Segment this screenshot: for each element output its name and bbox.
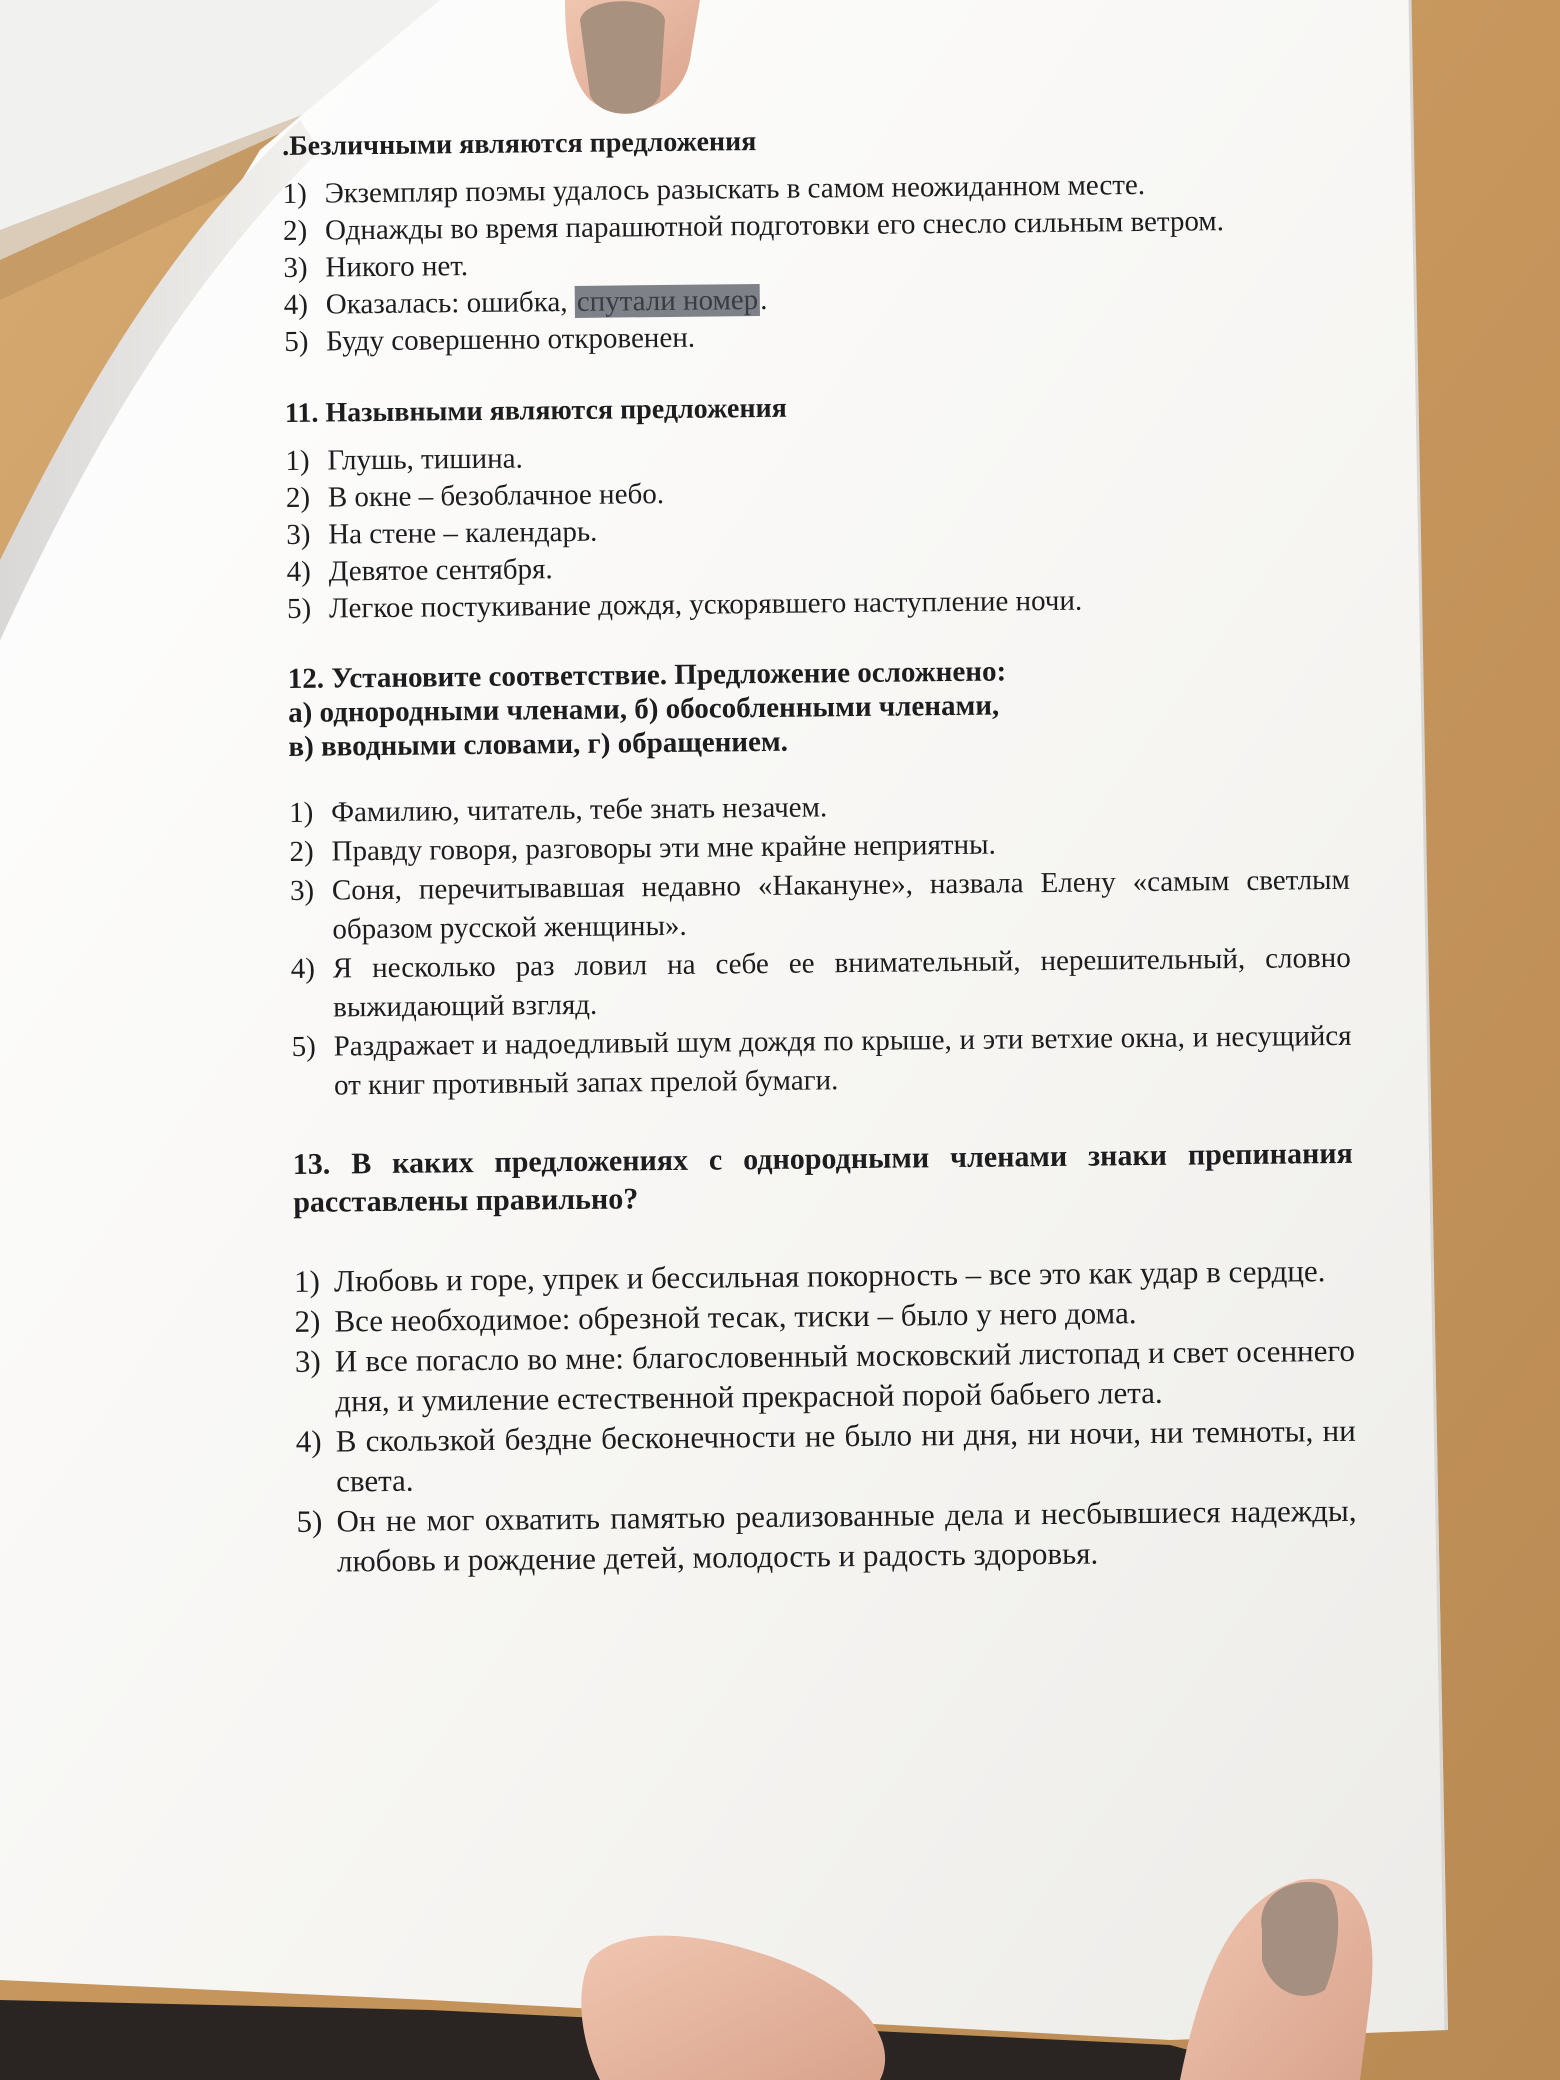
option-text: Никого нет. — [325, 250, 469, 284]
option-text: Я несколько раз ловил на себе ее внимательный, нерешительный, словно выжидающий взгляд. — [332, 941, 1351, 1024]
option-number: 2) — [289, 835, 314, 868]
option-number: 4) — [295, 1423, 322, 1459]
question-12-title-line3: в) вводными словами, г) обращением. — [288, 725, 789, 763]
question-12-title-line1: 12. Установите соответствие. Предложение осложнено: — [287, 655, 1007, 695]
option-text: Легкое постукивание дождя, ускорявшего наступление ночи. — [328, 584, 1083, 625]
option-number: 2) — [282, 214, 308, 247]
option-text: Все необходимое: обрезной тесак, тиски – было у него дома. — [334, 1295, 1137, 1339]
option-text: Правду говоря, разговоры эти мне крайне неприятны. — [331, 828, 996, 868]
option-number: 5) — [284, 325, 309, 358]
document-text — [282, 119, 1357, 1582]
option-text-after: . — [760, 283, 768, 317]
option-text: Раздражает и надоедливый шум дождя по крыше, и эти ветхие окна, и несущийся от книг противный запах прелой бумаги. — [333, 1019, 1352, 1102]
option-text: На стене – календарь. — [328, 515, 598, 551]
option-text: Однажды во время парашютной подготовки его снесло сильным ветром. — [324, 205, 1225, 247]
option-number: 1) — [282, 177, 308, 210]
question-10-title: .Безличными являются предложения — [282, 126, 757, 162]
option-number: 5) — [291, 1030, 316, 1063]
highlighted-text: спутали номер — [576, 284, 759, 318]
option-number: 1) — [285, 444, 310, 477]
option-item — [296, 1411, 1357, 1502]
option-number: 5) — [286, 592, 312, 625]
option-number: 3) — [289, 874, 315, 907]
option-item — [295, 1331, 1356, 1422]
question-13-options — [294, 1251, 1357, 1582]
option-item — [291, 1017, 1352, 1106]
option-text: Девятое сентября. — [328, 553, 553, 588]
question-10 — [282, 119, 1344, 361]
option-item — [291, 939, 1352, 1028]
question-13 — [293, 1135, 1358, 1582]
option-number: 2) — [294, 1303, 321, 1339]
option-number: 3) — [283, 251, 308, 284]
question-10-options — [282, 165, 1344, 361]
option-number: 5) — [296, 1503, 323, 1539]
question-11-options — [285, 432, 1347, 628]
option-number: 4) — [283, 288, 309, 321]
option-number: 3) — [294, 1343, 321, 1379]
option-text: Он не мог охватить памятью реализованные дела и несбывшиеся надежды, любовь и рождение детей, молодость и радость здоровья. — [336, 1492, 1357, 1579]
question-13-title: 13. В каких предложениях с однородными членами знаки препинания расставлены правильно? — [292, 1136, 1353, 1219]
option-text: Буду совершенно откровенен. — [326, 321, 696, 358]
option-text: Глушь, тишина. — [327, 442, 523, 477]
option-number: 1) — [293, 1263, 321, 1299]
question-12-options — [289, 783, 1352, 1106]
option-number: 4) — [286, 555, 311, 588]
question-11-title: 11. Назывными являются предложения — [284, 392, 787, 429]
question-11 — [285, 386, 1347, 628]
option-text-before: Оказалась: ошибка, — [325, 285, 575, 321]
question-12-title — [288, 651, 1349, 764]
option-item — [296, 1491, 1357, 1582]
option-item — [290, 861, 1351, 950]
option-text: В окне – безоблачное небо. — [327, 478, 665, 514]
question-12 — [288, 651, 1353, 1106]
question-12-title-line2: а) однородными членами, б) обособленными членами, — [287, 689, 1000, 729]
option-text: Соня, перечитывавшая недавно «Накануне», назвала Елену «самым светлым образом русской женщины». — [331, 863, 1351, 946]
option-text: В скользкой бездне бесконечности не было ни дня, ни ночи, ни темноты, ни света. — [335, 1412, 1356, 1499]
option-text: Экземпляр поэмы удалось разыскать в самом неожиданном месте. — [324, 168, 1146, 210]
option-text: Любовь и горе, упрек и бессильная покорность – все это как удар в сердце. — [333, 1253, 1326, 1299]
option-text: Фамилию, читатель, тебе знать незачем. — [330, 791, 828, 829]
option-number: 3) — [286, 518, 311, 551]
option-number: 1) — [288, 796, 314, 829]
option-number: 2) — [285, 481, 311, 514]
option-text: И все погасло во мне: благословенный московский листопад и свет осеннего дня, и умиление естественной прекрасной порой бабьего лета. — [334, 1332, 1356, 1419]
option-number: 4) — [290, 952, 316, 985]
